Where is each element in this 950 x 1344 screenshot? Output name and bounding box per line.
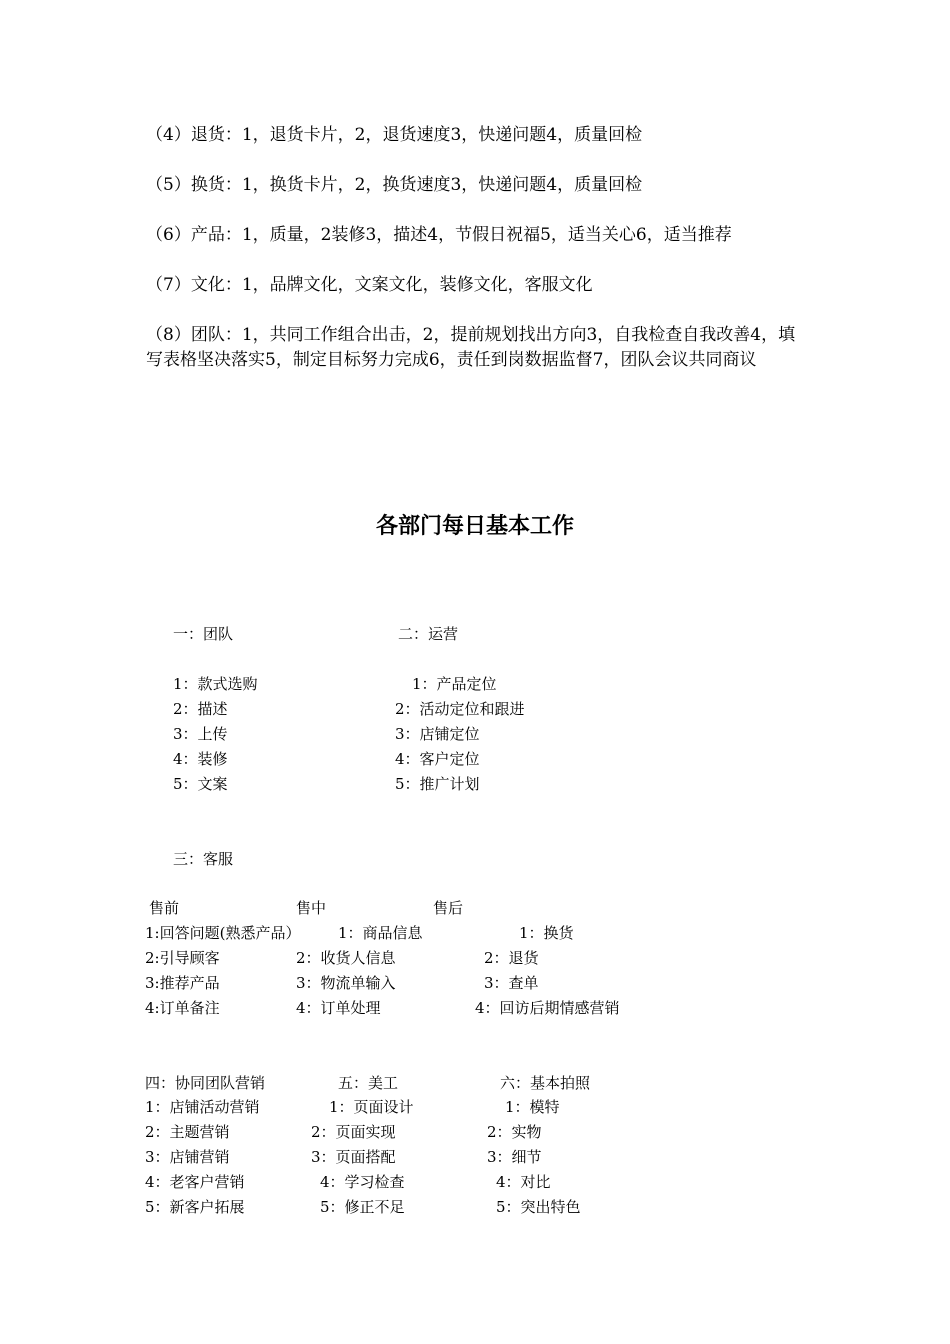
design-heading: 五：美工: [338, 1074, 399, 1092]
team-item: 5：文案: [173, 775, 228, 793]
aftersale-heading: 售后: [433, 899, 464, 917]
photo-item: 1：模特: [505, 1098, 560, 1116]
ops-item: 2：活动定位和跟进: [395, 700, 525, 718]
paragraph-team: （8）团队：1，共同工作组合出击，2，提前规划找出方向3，自我检查自我改善4，填写表格坚决落实5，制定目标努力完成6，责任到岗数据监督7，团队会议共同商议: [146, 325, 796, 370]
presale-item: 2:引导顾客: [145, 949, 220, 967]
photo-item: 3：细节: [487, 1148, 542, 1166]
paragraph-culture: （7）文化：1，品牌文化，文案文化，装修文化，客服文化: [146, 275, 593, 295]
ops-item: 1：产品定位: [412, 675, 497, 693]
ops-item: 5：推广计划: [395, 775, 480, 793]
marketing-heading: 四：协同团队营销: [145, 1074, 266, 1092]
page-title: 各部门每日基本工作: [375, 514, 574, 539]
ops-heading: 二：运营: [398, 625, 459, 643]
paragraph-returns: （4）退货：1，退货卡片，2，退货速度3，快递问题4，质量回检: [146, 125, 643, 145]
presale-item: 3:推荐产品: [145, 974, 220, 992]
design-item: 4：学习检查: [320, 1173, 405, 1191]
insale-item: 4：订单处理: [296, 999, 381, 1017]
team-item: 4：装修: [173, 750, 228, 768]
marketing-item: 4：老客户营销: [145, 1173, 245, 1191]
team-heading: 一：团队: [173, 625, 234, 643]
marketing-item: 5：新客户拓展: [145, 1198, 245, 1216]
team-item: 1：款式选购: [173, 675, 258, 693]
team-item: 3：上传: [173, 725, 228, 743]
aftersale-item: 2：退货: [484, 949, 539, 967]
photo-item: 2：实物: [487, 1123, 542, 1141]
design-item: 1：页面设计: [329, 1098, 414, 1116]
aftersale-item: 3：查单: [484, 974, 539, 992]
paragraph-exchanges: （5）换货：1，换货卡片，2，换货速度3，快递问题4，质量回检: [146, 175, 643, 195]
ops-item: 4：客户定位: [395, 750, 480, 768]
marketing-item: 1：店铺活动营销: [145, 1098, 260, 1116]
photo-item: 5：突出特色: [496, 1198, 581, 1216]
design-item: 2：页面实现: [311, 1123, 396, 1141]
presale-heading: 售前: [149, 899, 180, 917]
insale-item: 3：物流单输入: [296, 974, 396, 992]
insale-item: 2：收货人信息: [296, 949, 396, 967]
presale-item: 1:回答问题(熟悉产品）: [145, 924, 301, 942]
aftersale-item: 4：回访后期情感营销: [475, 999, 620, 1017]
ops-item: 3：店铺定位: [395, 725, 480, 743]
paragraph-product: （6）产品：1，质量，2装修3，描述4，节假日祝福5，适当关心6，适当推荐: [146, 225, 732, 245]
presale-item: 4:订单备注: [145, 999, 220, 1017]
marketing-item: 3：店铺营销: [145, 1148, 230, 1166]
insale-item: 1：商品信息: [338, 924, 423, 942]
marketing-item: 2：主题营销: [145, 1123, 230, 1141]
aftersale-item: 1：换货: [519, 924, 574, 942]
insale-heading: 售中: [296, 899, 327, 917]
team-item: 2：描述: [173, 700, 228, 718]
photo-item: 4：对比: [496, 1173, 551, 1191]
design-item: 5：修正不足: [320, 1198, 405, 1216]
service-heading: 三：客服: [173, 850, 234, 868]
design-item: 3：页面搭配: [311, 1148, 396, 1166]
photo-heading: 六：基本拍照: [500, 1074, 591, 1092]
